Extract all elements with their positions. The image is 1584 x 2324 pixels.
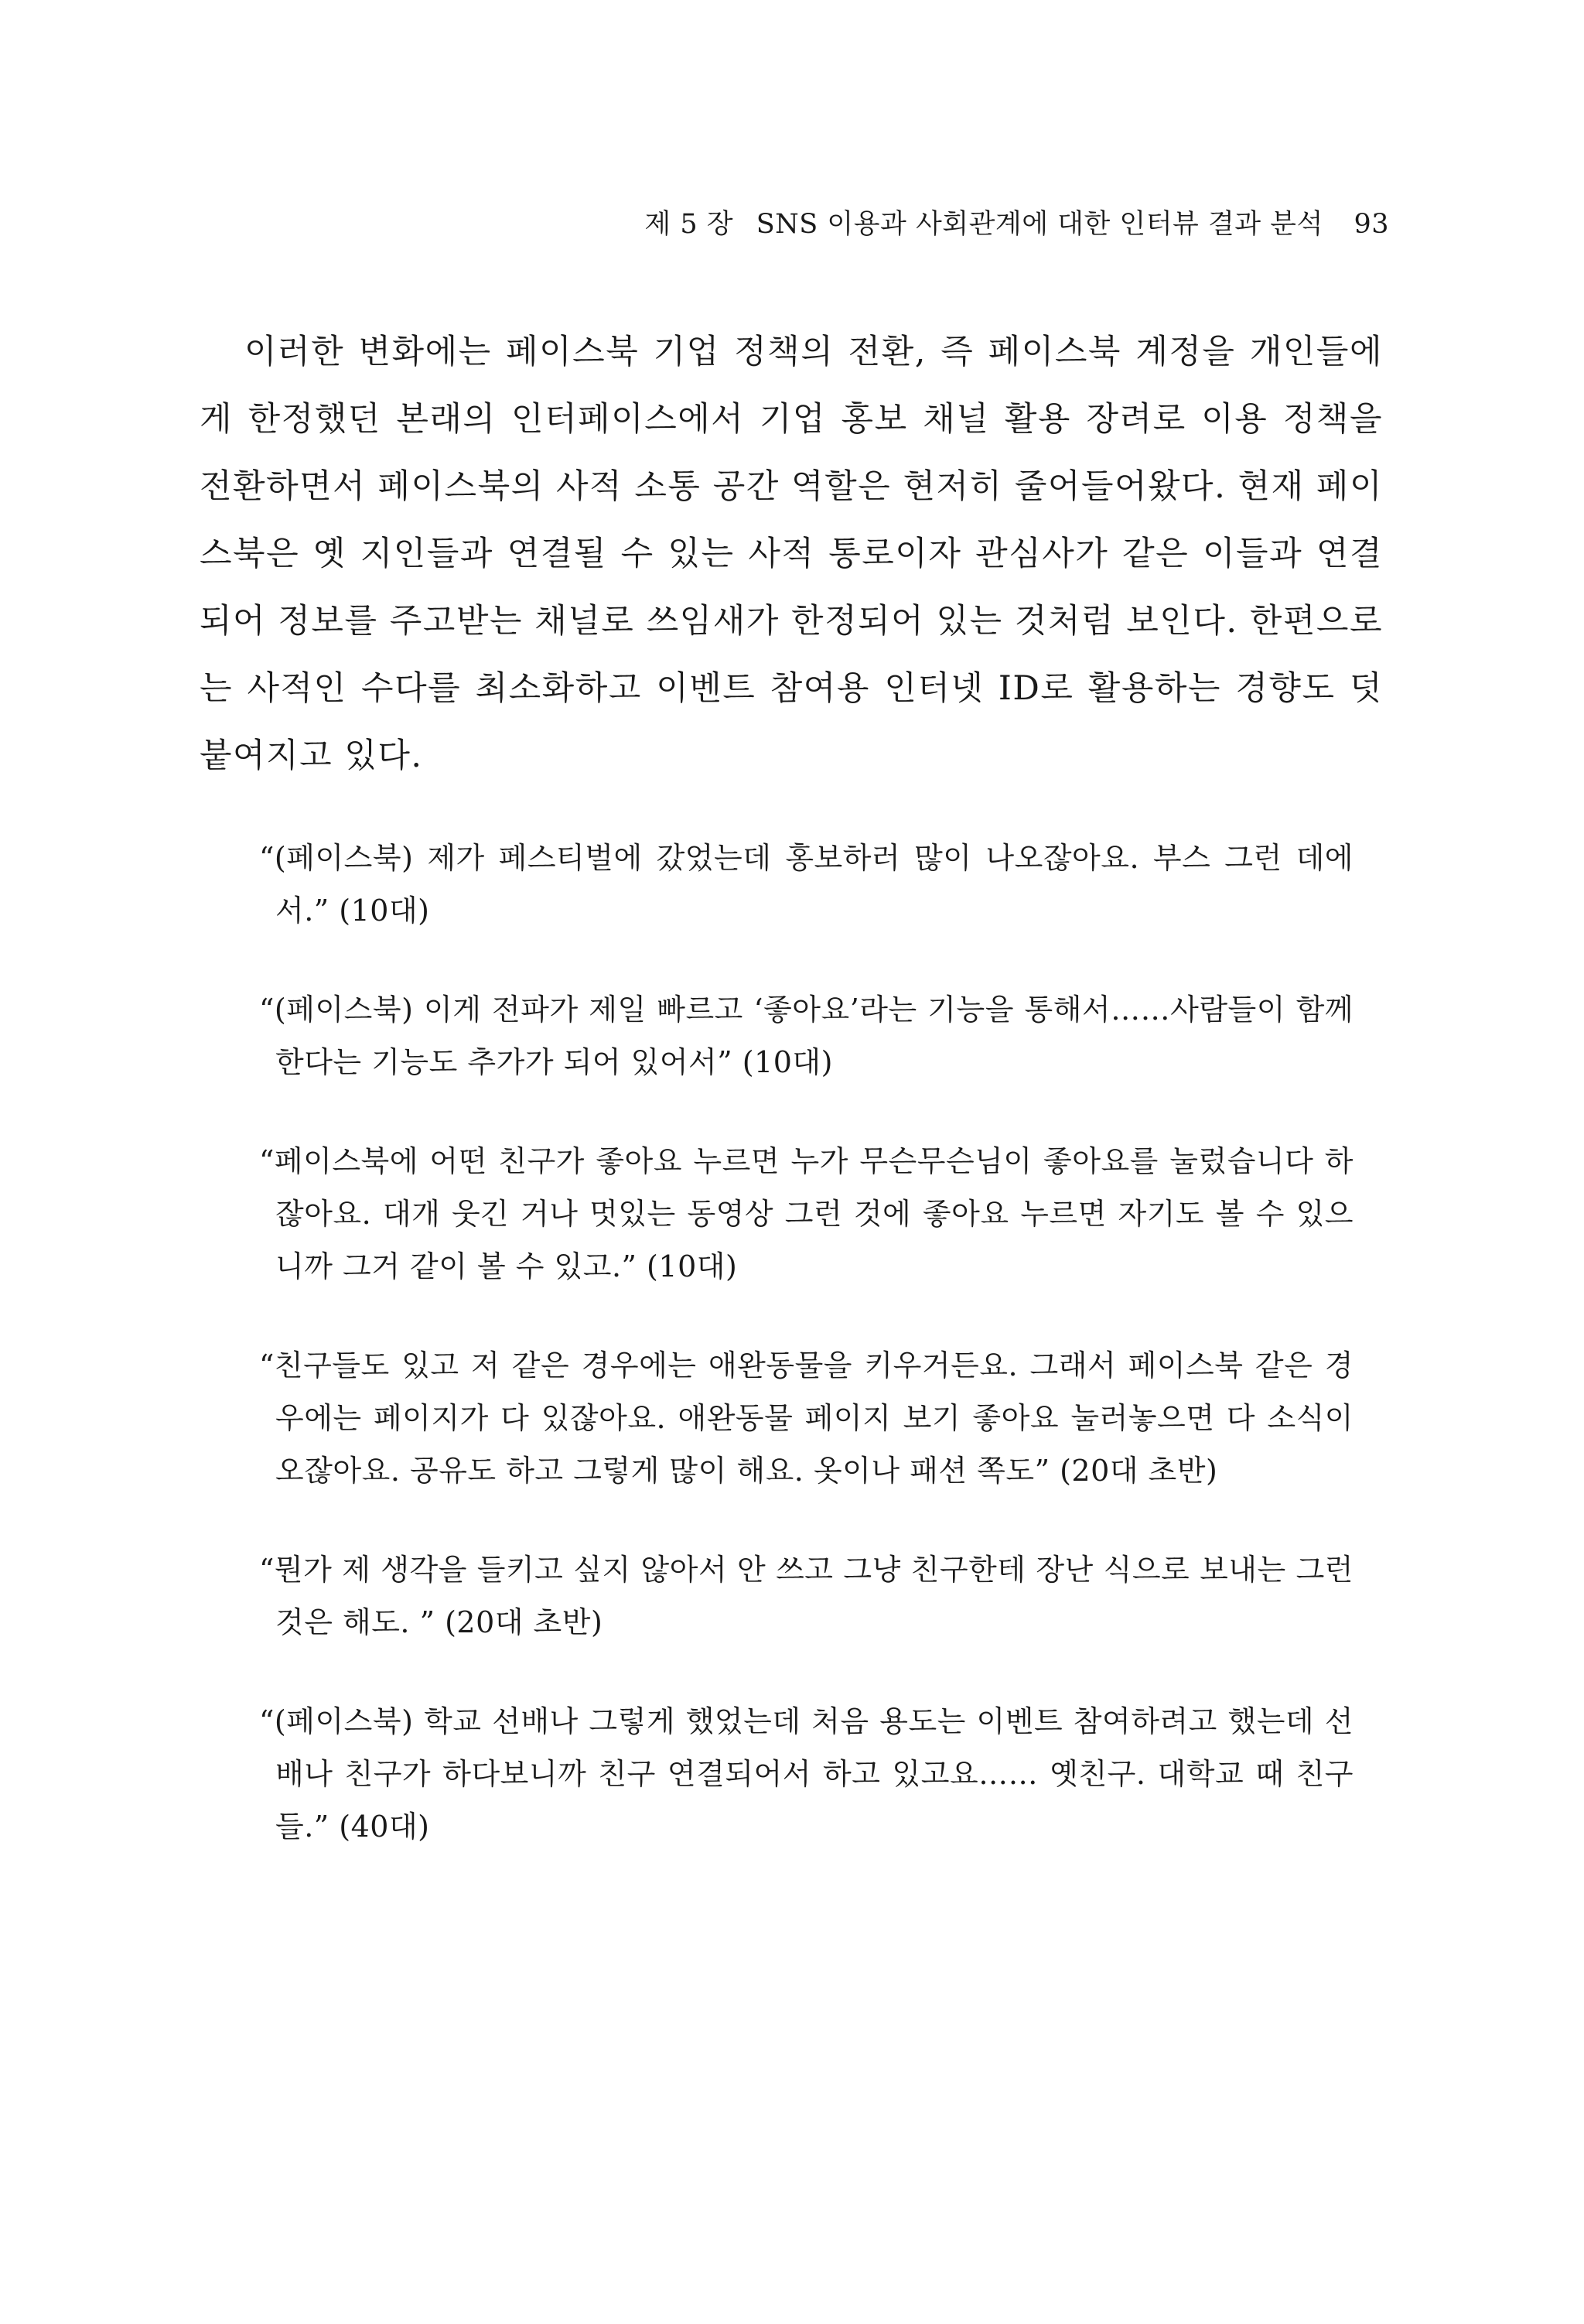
- page-number: 93: [1354, 209, 1389, 240]
- interview-quote: “뭔가 제 생각을 들키고 싶지 않아서 안 쓰고 그냥 친구한테 장난 식으로 보내는 그런 것은 해도. ” (20대 초반): [259, 1553, 1354, 1639]
- interview-quote: “페이스북에 어떤 친구가 좋아요 누르면 누가 무슨무슨님이 좋아요를 눌렀습니다 하잖아요. 대개 웃긴 거나 멋있는 동영상 그런 것에 좋아요 누르면 자기도 볼 수 있으니까 그거 같이 볼 수 있고.” (10대): [259, 1144, 1354, 1283]
- interview-quote: “(페이스북) 이게 전파가 제일 빠르고 ‘좋아요’라는 기능을 통해서……사람들이 함께한다는 기능도 추가가 되어 있어서” (10대): [259, 993, 1354, 1079]
- interview-quote: “친구들도 있고 저 같은 경우에는 애완동물을 키우거든요. 그래서 페이스북 같은 경우에는 페이지가 다 있잖아요. 애완동물 페이지 보기 좋아요 눌러놓으면 다 소식이 오잖아요. 공유도 하고 그렇게 많이 해요. 옷이나 패션 쪽도” (20대 초반): [259, 1348, 1354, 1488]
- chapter-label: 제 5 장: [644, 209, 734, 240]
- interview-quotes: [259, 832, 1354, 1899]
- chapter-title: SNS 이용과 사회관계에 대한 인터뷰 결과 분석: [756, 209, 1323, 240]
- running-header: [644, 207, 1389, 241]
- interview-quote: “(페이스북) 학교 선배나 그렇게 했었는데 처음 용도는 이벤트 참여하려고 했는데 선배나 친구가 하다보니까 친구 연결되어서 하고 있고요…… 옛친구. 대학교 때 친구들.” (40대): [259, 1704, 1354, 1844]
- interview-quote: “(페이스북) 제가 페스티벌에 갔었는데 홍보하러 많이 나오잖아요. 부스 그런 데에서.” (10대): [259, 841, 1354, 928]
- body-paragraph: 이러한 변화에는 페이스북 기업 정책의 전환, 즉 페이스북 계정을 개인들에게 한정했던 본래의 인터페이스에서 기업 홍보 채널 활용 장려로 이용 정책을 전환하면서 페이스북의 사적 소통 공간 역할은 현저히 줄어들어왔다. 현재 페이스북은 옛 지인들과 연결될 수 있는 사적 통로이자 관심사가 같은 이들과 연결되어 정보를 주고받는 채널로 쓰임새가 한정되어 있는 것처럼 보인다. 한편으로는 사적인 수다를 최소화하고 이벤트 참여용 인터넷 ID로 활용하는 경향도 덧붙여지고 있다.: [200, 333, 1383, 775]
